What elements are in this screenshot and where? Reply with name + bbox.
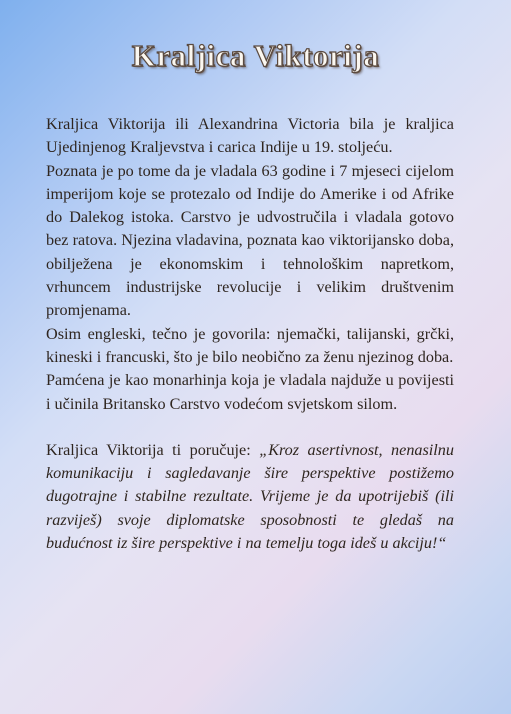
paragraph-reign: Poznata je po tome da je vladala 63 godine i 7 mjeseci cijelom imperijom koje se protezalo od Indije do Amerike i od Afrike do Dalekog istoka. Carstvo je udvostručila i vladala gotovo bez ratova. Njezina vladavina, poznata kao viktorijansko doba, obilježena je ekonomskim i tehnološkim napretkom, vrhuncem industrijske revolucije i velikim društvenim promjenama. <box>46 161 454 320</box>
paragraph-languages: Osim engleski, tečno je govorila: njemački, talijanski, grčki, kineski i francuski, što je bilo neobično za ženu njezinog doba. <box>46 324 454 366</box>
card-body <box>46 113 454 555</box>
message-intro: Kraljica Viktorija ti poručuje: <box>46 440 260 459</box>
message-quote: „Kroz asertivnost, nenasilnu komunikaciju i sagledavanje šire perspektive postižemo dugotrajne i stabilne rezultate. Vrijeme je da upotrijebiš (ili razviješ) svoje diplomatske sposobnosti te gledaš na budućnost iz šire perspektive i na temelju toga ideš u akciju!“ <box>46 440 454 553</box>
message-paragraph <box>46 439 454 555</box>
card-title: Kraljica Viktorija <box>131 38 380 73</box>
paragraph-intro: Kraljica Viktorija ili Alexandrina Victoria bila je kraljica Ujedinjenog Kraljevstva i carica Indije u 19. stoljeću. <box>46 115 454 157</box>
paragraph-legacy: Pamćena je kao monarhinja koja je vladala najduže u povijesti i učinila Britansko Carstvo vodećom svjetskom silom. <box>46 371 454 413</box>
